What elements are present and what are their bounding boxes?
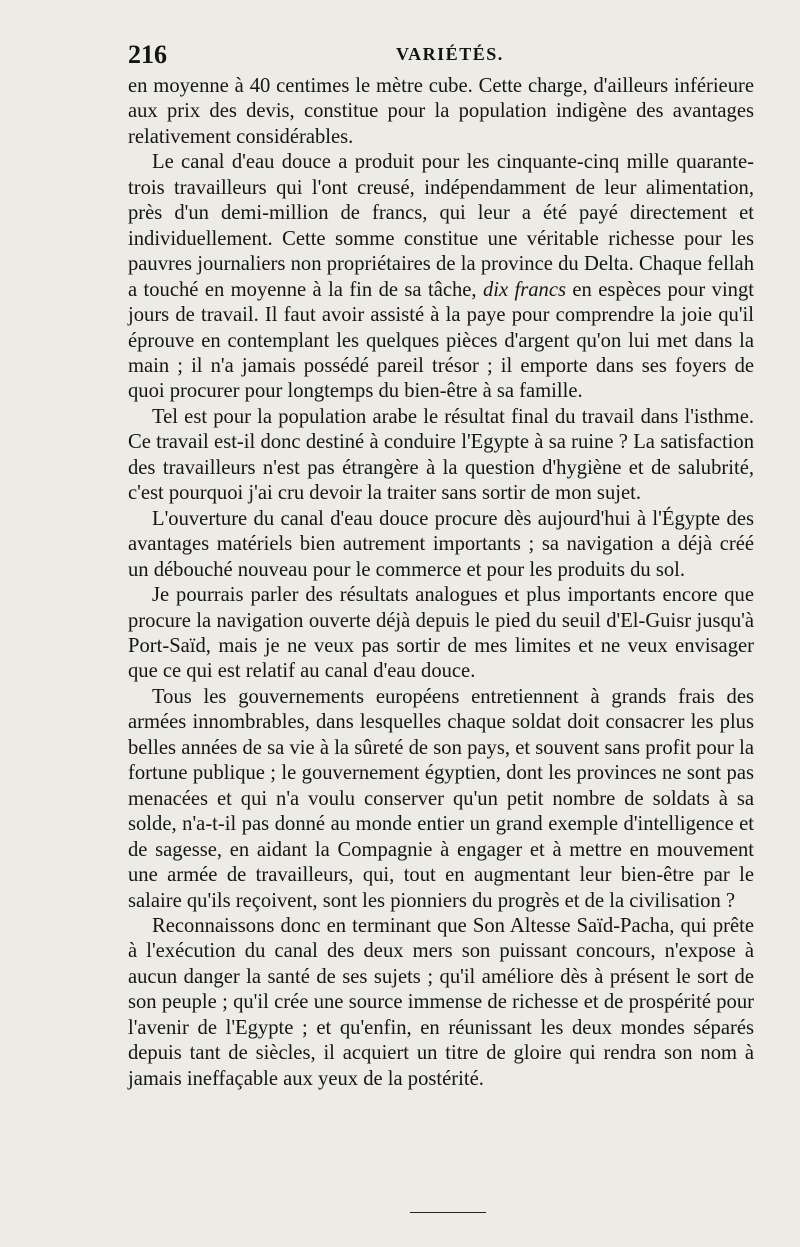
paragraph-governments: Tous les gouvernements européens entretiennent à grands frais des armées innombrables, dans lesquelles chaque soldat doit consacrer les plus belles années de sa vie à la sûreté de son pays, et souvent sans profit pour la fortune publique ; le gouvernement égyptien, dont les provinces ne sont pas menacées et qui n'a voulu conserver qu'un petit nombre de soldats à sa solde, n'a-t-il pas donné au monde entier un grand exemple d'intelligence et de sagesse, en aidant la Compagnie à engager et à mettre en mouvement une armée de travailleurs, qui, tout en augmentant leur bien-être par le salaire qu'ils reçoivent, sont les pionniers du progrès et de la civilisation ? [128, 685, 754, 912]
paragraph-text: en espèces pour vingt jours de travail. Il faut avoir assisté à la paye pour comprendre la joie qu'il éprouve en contemplant les quelques pièces d'argent qu'on lui met dans la main ; il n'a jamais possédé pareil trésor ; il emporte dans ses foyers de quoi procurer pour longtemps du bien-être à sa famille. [128, 278, 754, 403]
paragraph-conclusion: Reconnaissons donc en terminant que Son Altesse Saïd-Pacha, qui prête à l'exécution du canal des deux mers son puissant concours, n'expose à aucun danger la santé de ses sujets ; qu'il améliore dès à présent le sort de son peuple ; qu'il crée une source immense de richesse et de prospérité pour l'avenir de l'Egypte ; et qu'enfin, en réunissant les deux mondes séparés depuis tant de siècles, il acquiert un titre de gloire qui rendra son nom à jamais ineffaçable aux yeux de la postérité. [128, 914, 754, 1090]
italic-phrase: dix francs [482, 278, 566, 301]
page-number: 216 [128, 40, 167, 69]
paragraph-navigation: Je pourrais parler des résultats analogues et plus importants encore que procure la navigation ouverte déjà depuis le pied du seuil d'El-Guisr jusqu'à Port-Saïd, mais je ne veux pas sortir de mes limites et ne veux envisager que ce qui est relatif au canal d'eau douce. [128, 584, 754, 683]
paragraph-text: Le canal d'eau douce a produit pour les cinquante-cinq mille quarante-trois travailleurs qui l'ont creusé, indépendamment de leur alimentation, près d'un demi-million de francs, qui leur a été payé directement et individuellement. Cette somme constitue une véritable richesse pour les pauvres journaliers non propriétaires de la province du Delta. Chaque fellah a touché en moyenne à la fin de sa tâche, [128, 151, 754, 301]
paragraph-canal-opening: L'ouverture du canal d'eau douce procure dès aujourd'hui à l'Égypte des avantages matériels bien autrement importants ; sa navigation a déjà créé un débouché nouveau pour le commerce et pour les produits du sol. [128, 507, 754, 581]
page-header [128, 40, 760, 70]
body-text [128, 74, 754, 1092]
paragraph-arab-population: Tel est pour la population arabe le résultat final du travail dans l'isthme. Ce travail est-il donc destiné à conduire l'Egypte à sa ruine ? La satisfaction des travailleurs n'est pas étrangère à la question d'hygiène et de salubrité, c'est pourquoi j'ai cru devoir la traiter sans sortir de mon sujet. [128, 405, 754, 505]
paragraph-canal-wages [128, 150, 754, 405]
paragraph-continued: en moyenne à 40 centimes le mètre cube. Cette charge, d'ailleurs inférieure aux prix des devis, constitue pour la population indigène des avantages relativement considérables. [128, 75, 754, 148]
running-head: VARIÉTÉS. [396, 44, 504, 64]
closing-rule [410, 1212, 486, 1213]
